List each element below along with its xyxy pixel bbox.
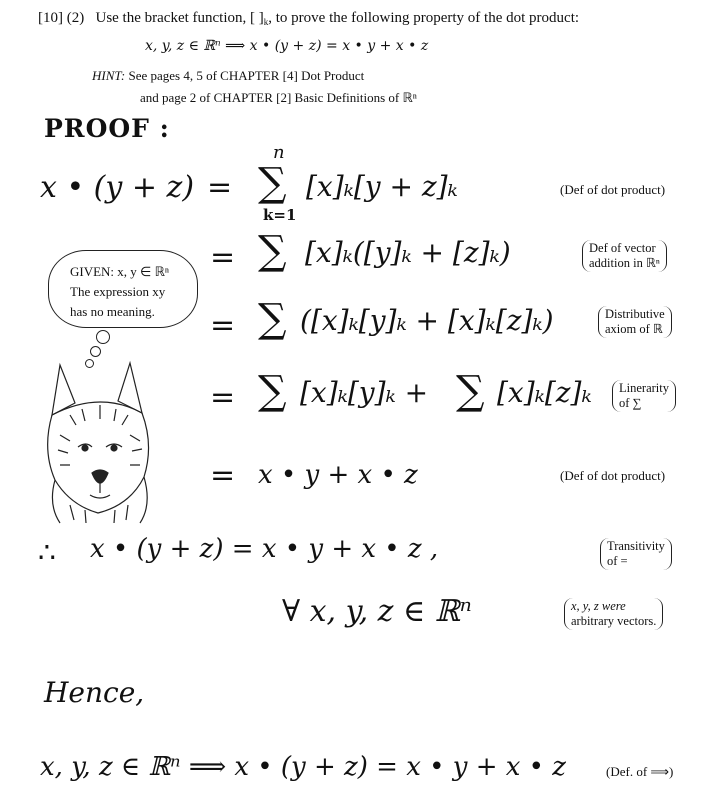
- forall-statement: ∀ x, y, z ∈ ℝⁿ: [282, 594, 472, 629]
- justification-4: [612, 380, 676, 412]
- justification-6-b: of =: [607, 554, 628, 568]
- hint-label: HINT:: [92, 68, 126, 83]
- sum-lower-limit: k=1: [263, 206, 297, 224]
- sigma-1: ∑: [258, 160, 287, 206]
- line4-rhs-b: [x]ₖ[z]ₖ: [497, 376, 592, 409]
- justification-7-a: x, y, z were: [571, 599, 626, 613]
- hint-text-1: See pages 4, 5 of CHAPTER [4] Dot Product: [128, 68, 365, 83]
- justification-7: [564, 598, 663, 630]
- justification-4-b: of ∑: [619, 396, 642, 410]
- justification-2: [582, 240, 667, 272]
- hint-line-2: and page 2 of CHAPTER [2] Basic Definitions of ℝⁿ: [140, 90, 417, 105]
- dog-head: [48, 402, 149, 513]
- proof-title: PROOF :: [44, 114, 170, 143]
- sigma-2: ∑: [258, 228, 287, 274]
- bubble-dot-1: [96, 330, 110, 344]
- justification-3-a: Distributive: [605, 307, 665, 321]
- property-statement: x, y, z ∈ ℝⁿ ⟹ x • (y + z) = x • y + x • z: [145, 38, 429, 54]
- justification-3-b: axiom of ℝ: [605, 322, 663, 336]
- justification-7-b: arbitrary vectors.: [571, 614, 657, 628]
- problem-text-after: , to prove the following property of the dot product:: [268, 10, 580, 26]
- problem-number: [10] (2): [38, 10, 85, 26]
- line4-rhs-a: [x]ₖ[y]ₖ +: [300, 376, 429, 409]
- bubble-line-1: GIVEN: x, y ∈ ℝⁿ: [70, 264, 170, 279]
- therefore-symbol: ∴: [38, 536, 56, 569]
- justification-3: [598, 306, 672, 338]
- hence-label: Hence,: [44, 676, 145, 709]
- justification-1: (Def of dot product): [560, 182, 666, 197]
- justification-2-b: addition in ℝⁿ: [589, 256, 660, 270]
- line5-rhs: x • y + x • z: [258, 460, 418, 490]
- problem-text-before: Use the bracket function, [ ]: [95, 10, 264, 26]
- line5-equals: =: [210, 458, 236, 493]
- line3-rhs: ([x]ₖ[y]ₖ + [x]ₖ[z]ₖ): [300, 304, 554, 337]
- line1-rhs: [x]ₖ[y + z]ₖ: [306, 170, 458, 203]
- sum-upper-limit: n: [273, 142, 285, 163]
- bracket-subscript: k: [263, 17, 269, 28]
- sigma-5: ∑: [456, 368, 485, 414]
- dog-left-ear: [52, 365, 75, 415]
- husky-dog-illustration: [30, 355, 170, 525]
- line4-equals: =: [210, 380, 236, 415]
- hint-line-1: [92, 68, 364, 84]
- justification-8: (Def. of ⟹): [606, 764, 674, 779]
- bubble-text: [70, 262, 169, 322]
- dog-right-ear: [118, 363, 142, 413]
- sigma-4: ∑: [258, 368, 287, 414]
- justification-2-a: Def of vector: [589, 241, 656, 255]
- final-statement: x, y, z ∈ ℝⁿ ⟹ x • (y + z) = x • y + x • z: [40, 752, 566, 782]
- bubble-line-3: has no meaning.: [70, 304, 155, 319]
- line1-lhs: x • (y + z): [40, 170, 195, 205]
- sigma-3: ∑: [258, 296, 287, 342]
- line2-rhs: [x]ₖ([y]ₖ + [z]ₖ): [305, 236, 511, 269]
- line3-equals: =: [210, 308, 236, 343]
- problem-statement: [38, 10, 579, 27]
- justification-6-a: Transitivity: [607, 539, 665, 553]
- conclusion: x • (y + z) = x • y + x • z ,: [90, 534, 439, 564]
- bubble-line-2: The expression xy: [70, 284, 166, 299]
- justification-6: [600, 538, 672, 570]
- line1-equals: =: [207, 170, 233, 205]
- justification-4-a: Linerarity: [619, 381, 669, 395]
- line2-equals: =: [210, 240, 236, 275]
- justification-5: (Def of dot product): [560, 468, 666, 483]
